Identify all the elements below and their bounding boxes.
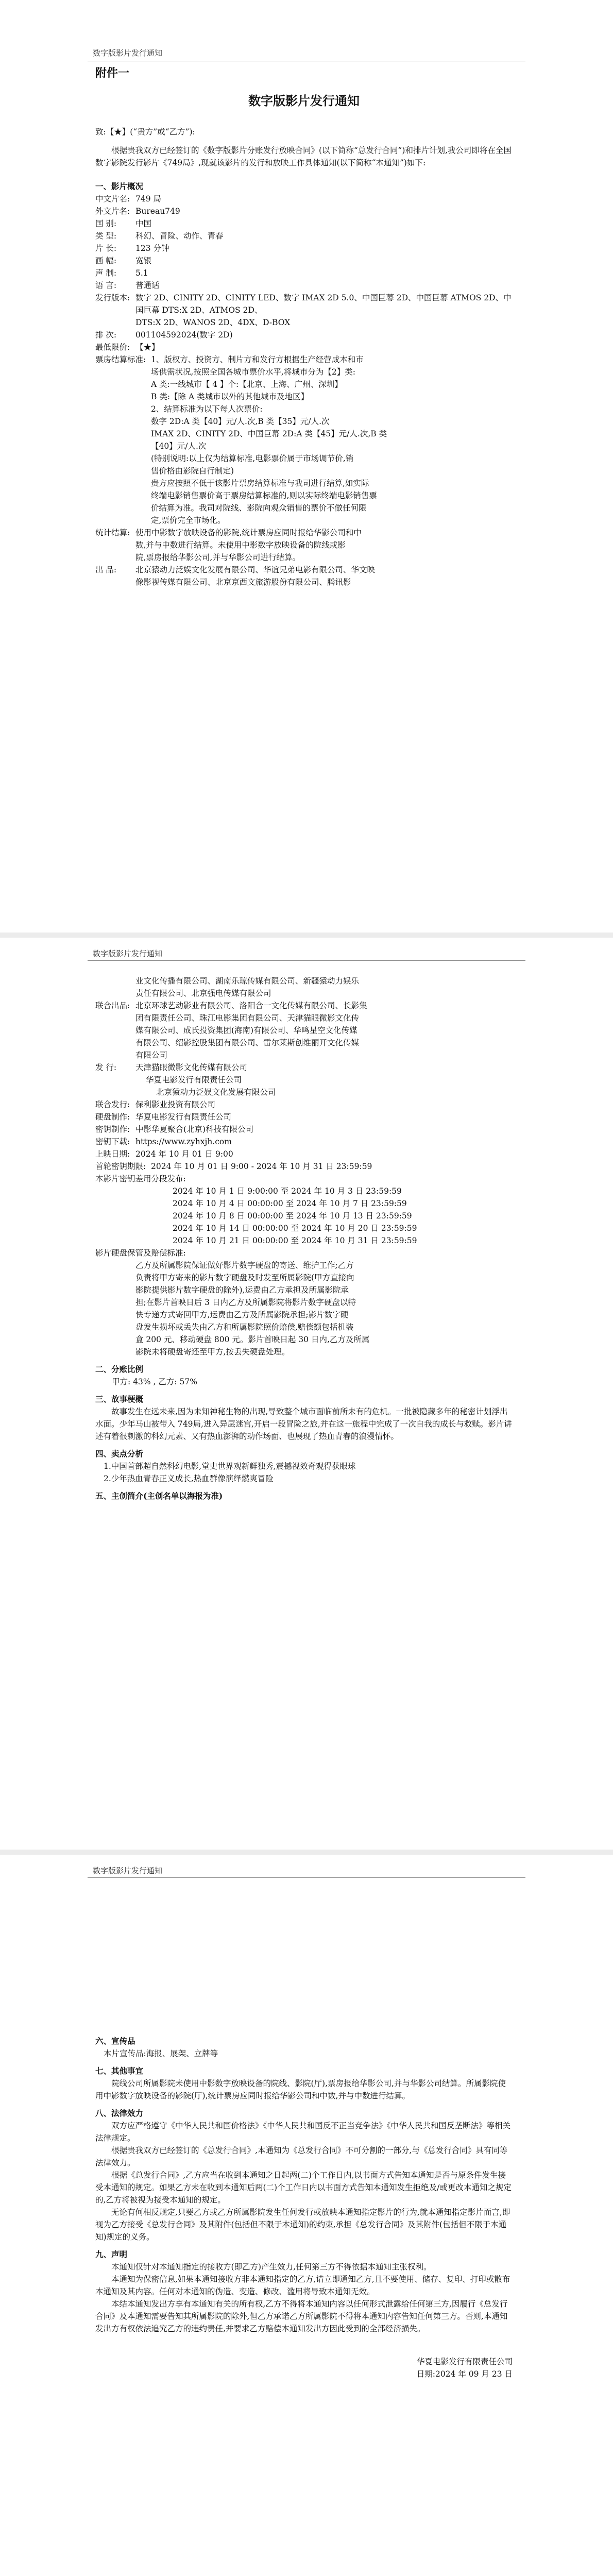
- text-line: 联合发行:: [95, 1100, 130, 1109]
- page-1-content: [95, 67, 513, 588]
- text-line: 终端电影销售票价高于票房结算标准的,则以实际终端电影销售票: [151, 491, 377, 500]
- text-line: 发 行:: [95, 1063, 117, 1072]
- header-rule: [88, 960, 525, 961]
- text-line: 片 长:: [95, 244, 117, 253]
- text-line: 上映日期:: [95, 1149, 130, 1159]
- price-standard-row: [95, 353, 513, 527]
- section-5-title: 五、主创简介(主创名单以海报为准): [95, 1491, 223, 1501]
- synopsis: 故事发生在远未来,因为未知神秘生物的出现,导致整个城市面临前所未有的危机。一批被隐藏多年的秘密计划浮出水面。少年马山被带入 749局,进入异层迷宫,开启一段冒险之旅,并在这一旅程中完成了一次自我的成长与救赎。影片讲述有着很刺激的科幻元素、又有热血澎湃的动作场面、也展现了热血青春的浪漫情怀。: [95, 1407, 512, 1441]
- text-line: 普通话: [135, 281, 160, 290]
- text-line: 像影视传媒有限公司、北京京西文旅游股份有限公司、腾讯影: [135, 578, 351, 587]
- text-line: 使用中影数字放映设备的影院,统计票房应同时报给华影公司和中: [135, 528, 362, 537]
- page-separator: [0, 933, 613, 938]
- text-line: 密钥制作:: [95, 1125, 130, 1134]
- distributor-row: [95, 1061, 513, 1098]
- text-line: 数字 2D、CINITY 2D、CINITY LED、数字 IMAX 2D 5.0、中国巨幕 2D、中国巨幕 ATMOS 2D、中国巨幕 DTS:X 2D、ATMOS 2D、: [135, 293, 512, 315]
- text-line: 数,并与中数进行结算。未使用中影数字放映设备的院线或影: [135, 540, 346, 550]
- text-line: 宽银: [135, 256, 152, 265]
- text-line: 科幻、冒险、动作、青春: [135, 231, 224, 241]
- stats-row: [95, 527, 513, 564]
- hdd-terms: [95, 1259, 513, 1358]
- page-header: 数字版影片发行通知: [93, 1866, 163, 1875]
- info-row: [95, 205, 513, 217]
- legal-paragraph: 根据贵我双方已经签订的《总发行合同》,本通知为《总发行合同》不可分割的一部分,与《总发行合同》具有同等法律效力。: [95, 2146, 508, 2167]
- signature-date: 日期:2024 年 09 月 23 日: [416, 2369, 513, 2379]
- legal-paragraph: 双方应严格遵守《中华人民共和国价格法》《中华人民共和国反不正当竞争法》《中华人民共和国反垄断法》等相关法律规定。: [95, 2121, 511, 2143]
- info-row: [95, 193, 513, 205]
- text-line: 出 品:: [95, 565, 117, 574]
- formats-row: [95, 292, 513, 329]
- section-8-title: 八、法律效力: [95, 2108, 144, 2118]
- page-header: 数字版影片发行通知: [93, 48, 163, 58]
- coproducer-row: [95, 999, 513, 1061]
- price-row: [95, 341, 513, 353]
- producer-row: [95, 564, 513, 588]
- statement-paragraph: 本通知为保密信息,如果本通知接收方非本通知指定的乙方,请立即通知乙方,且不要使用、储存、复印、打印或散布本通知及其内容。任何对本通知的伪造、变造、修改、滥用将导致本通知无效。: [95, 2275, 510, 2296]
- text-line: A 类:一线城市【 4 】个:【北京、上海、广州、深圳】: [151, 380, 343, 389]
- signature-company: 华夏电影发行有限责任公司: [416, 2357, 513, 2366]
- text-line: 负责将甲方寄来的影片数字硬盘及时发至所属影院(甲方直接向: [135, 1273, 354, 1282]
- key-period: 2024 年 10 月 14 日 00:00:00 至 2024 年 10 月 20 日 23:59:59: [173, 1224, 417, 1233]
- text-line: 票房结算标准:: [95, 355, 146, 364]
- text-line: 华夏电影发行有限责任公司: [146, 1075, 242, 1084]
- text-line: 院,票房报给华影公司,并与华影公司进行结算。: [135, 553, 300, 562]
- text-line: IMAX 2D、CINITY 2D、中国巨幕 2D:A 类【45】元/人.次,B 类: [151, 429, 387, 438]
- info-row: [95, 217, 513, 230]
- text-line: 盘发生损坏或丢失由乙方和所属影院照价赔偿,赔偿额包括机装: [135, 1323, 354, 1332]
- text-line: 价结算为准。我司对院线、影院向观众销售的票价不做任何限: [151, 503, 367, 513]
- text-line: 最低限价:: [95, 343, 130, 352]
- text-line: 北京环球艺动影业有限公司、洛阳合一文化传媒有限公司、长影集: [135, 1001, 367, 1010]
- text-line: 声 制:: [95, 268, 117, 278]
- section-3-title: 三、故事梗概: [95, 1394, 144, 1404]
- info-row: [95, 1123, 513, 1136]
- text-line: 2024 年 10 月 01 日 9:00: [135, 1149, 233, 1159]
- text-line: 乙方及所属影院保证做好影片数字硬盘的寄送、维护工作;乙方: [135, 1261, 354, 1270]
- info-row: [95, 1111, 513, 1123]
- statement-paragraph: 本结本通知发出方享有本通知有关的所有权,乙方不得将本通知内容以任何形式泄露给任何第三方,因履行《总发行合同》及本通知需要告知其所属影院的除外,但乙方承诺乙方所属影院不得将本通知内容告知任何第三方。否则,本通知发出方有权依法追究乙方的违约责任,并要求乙方赔偿本通知发出方因此受到的全部经济损失。: [95, 2299, 508, 2333]
- text-line: 统计结算:: [95, 528, 130, 537]
- section-4-title: 四、卖点分析: [95, 1449, 144, 1459]
- page-2: [0, 938, 613, 1850]
- promo-materials: 本片宣传品:海报、展架、立牌等: [104, 2049, 218, 2058]
- text-line: 责任有限公司、北京强电传媒有限公司: [135, 989, 271, 998]
- producer-continued: [95, 975, 513, 999]
- text-line: 国 别:: [95, 219, 117, 228]
- text-line: 场供需状况,按照全国各城市票价水平,将城市分为【2】类:: [151, 367, 355, 377]
- section-1-title: 一、影片概况: [95, 181, 144, 191]
- film-info-table: [95, 193, 513, 588]
- page-header: 数字版影片发行通知: [93, 949, 163, 958]
- info-row: [95, 267, 513, 279]
- text-line: 【★】: [135, 343, 160, 352]
- text-line: 5.1: [135, 268, 148, 278]
- info-row: [95, 1148, 513, 1160]
- key-period: 2024 年 10 月 8 日 00:00:00 至 2024 年 10 月 13 日 23:59:59: [173, 1211, 412, 1221]
- text-line: 北京猿动力泛娱文化发展有限公司、华谊兄弟电影有限公司、华文映: [135, 565, 376, 574]
- key-schedule-label: 本影片密钥差用分段发布:: [95, 1174, 186, 1183]
- addressee: 致:【★】(“贵方”或“乙方”):: [95, 127, 195, 137]
- text-line: 北京猿动力泛娱文化发展有限公司: [156, 1088, 276, 1097]
- other-matters: 院线公司所属影院未使用中影数字放映设备的院线、影院(厅),票房报给华影公司,并与华影公司结算。所属影院使用中影数字放映设备的影院(厅),统计票房应同时报给华影公司和中数,并与中数进行结算。: [95, 2079, 506, 2100]
- text-line: 有限公司: [135, 1050, 168, 1060]
- text-line: 联合出品:: [95, 1001, 130, 1010]
- text-line: 【40】元/人.次: [151, 442, 207, 451]
- text-line: 发行版本:: [95, 293, 130, 302]
- text-line: (特别说明:以上仅为结算标准,电影票价属于市场调节价,销: [151, 454, 354, 463]
- attachment-label: 附件一: [95, 66, 130, 80]
- text-line: 语 言:: [95, 281, 117, 290]
- page-2-content: [95, 975, 513, 1502]
- text-line: 业文化传播有限公司、湖南乐琼传媒有限公司、新疆猿动力娱乐: [135, 976, 360, 986]
- text-line: 定,票价完全市场化。: [151, 516, 226, 525]
- text-line: 2、结算标准为以下每人次票价:: [151, 404, 263, 414]
- text-line: 盒 200 元、移动硬盘 800 元。影片首映日起 30 日内,乙方及所属: [135, 1335, 370, 1344]
- statement-paragraph: 本通知仅针对本通知指定的接收方(即乙方)产生效力,任何第三方不得依据本通知主张权利。: [111, 2262, 432, 2272]
- text-line: 快专递方式寄回甲方,运费由乙方及所属影院承担;影片数字硬: [135, 1310, 349, 1319]
- key-period: 2024 年 10 月 1 日 9:00:00 至 2024 年 10 月 3 日 23:59:59: [173, 1187, 402, 1196]
- section-9-title: 九、声明: [95, 2249, 128, 2259]
- section-7-title: 七、其他事宜: [95, 2066, 144, 2076]
- info-row: [95, 242, 513, 255]
- section-2-title: 二、分账比例: [95, 1364, 144, 1374]
- info-row: [95, 255, 513, 267]
- selling-point: 2.少年热血青春正义成长,热血群像演绎燃爽冒险: [104, 1474, 274, 1483]
- text-line: Bureau749: [135, 207, 180, 216]
- text-line: 影院提供影片数字硬盘的除外),运费由乙方承担及所属影院承: [135, 1285, 349, 1295]
- text-line: 中文片名:: [95, 194, 130, 204]
- text-line: 2024 年 10 月 01 日 9:00 - 2024 年 10 月 31 日 23:59:59: [151, 1162, 372, 1171]
- key-schedule-list: [95, 1185, 513, 1247]
- text-line: 密钥下载:: [95, 1137, 130, 1146]
- text-line: 影院未将硬盘寄还至甲方,按丢失硬盘处理。: [135, 1347, 290, 1357]
- text-line: 华夏电影发行有限责任公司: [135, 1112, 232, 1122]
- text-line: 担;在影片首映日后 3 日内乙方及所属影院将影片数字硬盘以特: [135, 1298, 356, 1307]
- selling-point: 1.中国首部超自然科幻电影,堂史世界观新鲜独秀,震撼视效奇观得获眼球: [104, 1462, 356, 1471]
- header-rule: [88, 1877, 525, 1878]
- text-line: 中影华夏聚合(北京)科技有限公司: [135, 1125, 254, 1134]
- legal-paragraph: 无论有何相反规定,只要乙方或乙方所属影院发生任何发行或放映本通知指定影片的行为,就本通知指定影片而言,即视为乙方接受《总发行合同》及其附件(包括但不限于本通知)的约束,承担《总发行合同》及其附件(包括但不限于本通知)规定的义务。: [95, 2208, 510, 2242]
- text-line: 媒有限公司、成氏投资集团(海南)有限公司、华鸣星空文化传媒: [135, 1026, 357, 1035]
- text-line: 保利影业投资有限公司: [135, 1100, 216, 1109]
- text-line: 硬盘制作:: [95, 1112, 130, 1122]
- hdd-label: 影片硬盘保管及赔偿标准:: [95, 1248, 186, 1258]
- info-row: [95, 1160, 513, 1173]
- text-line: 001104592024(数字 2D): [135, 330, 233, 340]
- text-line: 贵方应按照不低于该影片票房结算标准与我司进行结算,如实际: [151, 479, 369, 488]
- key-download-row: [95, 1136, 513, 1148]
- key-download-link[interactable]: https://www.zyhxjh.com: [135, 1137, 232, 1146]
- text-line: 中国: [135, 219, 152, 228]
- text-line: 123 分钟: [135, 244, 169, 253]
- text-line: B 类:【除 A 类城市以外的其他城市及地区】: [151, 392, 309, 401]
- info-row: [95, 1098, 513, 1111]
- text-line: 画 幅:: [95, 256, 117, 265]
- permit-row: [95, 329, 513, 341]
- text-line: 售价格由影院自行制定): [151, 466, 234, 476]
- text-line: 类 型:: [95, 231, 117, 241]
- text-line: 749 局: [135, 194, 162, 204]
- text-line: 排 次:: [95, 330, 117, 340]
- intro-paragraph: 根据贵我双方已经签订的《数字版影片分账发行放映合同》(以下简称“总发行合同”)和排片计划,我公司即将在全国数字影院发行影片《749局》,现就该影片的发行和放映工作具体通知(以下简称“本通知”)如下:: [95, 146, 512, 167]
- page-separator: [0, 1850, 613, 1855]
- info-row: [95, 230, 513, 242]
- text-line: 天津猫眼微影文化传媒有限公司: [135, 1063, 248, 1072]
- split-ratio: 甲方: 43% , 乙方: 57%: [112, 1377, 197, 1386]
- key-period: 2024 年 10 月 4 日 00:00:00 至 2024 年 10 月 7 日 23:59:59: [173, 1199, 407, 1208]
- section-6-title: 六、宣传品: [95, 2036, 135, 2046]
- text-line: 团有限责任公司、珠江电影集团有限公司、天津猫眼微影文化传: [135, 1013, 360, 1023]
- text-line: 首轮密钥期限:: [95, 1162, 146, 1171]
- page-3: [0, 1855, 613, 2576]
- info-row: [95, 279, 513, 292]
- text-line: 1、版权方、投资方、制片方和发行方根据生产经营成本和市: [151, 355, 364, 364]
- page-3-content: [95, 2030, 513, 2380]
- page-1: [0, 0, 613, 933]
- text-line: DTS:X 2D、WANOS 2D、4DX、D-BOX: [135, 318, 291, 327]
- legal-paragraph: 根据《总发行合同》,乙方应当在收到本通知之日起两(二)个工作日内,以书面方式告知本通知是否与原条件发生接受本通知的规定。如果乙方未在收到本通知后两(二)个工作日内以书面方式告知本通知发生拒绝及/或更改本通知之规定的,乙方将被视为接受本通知的规定。: [95, 2171, 512, 2205]
- text-line: 数字 2D:A 类【40】元/人.次,B 类【35】元/人.次: [151, 417, 330, 426]
- text-line: 有限公司、绍影控股集团有限公司、雷尔莱斯创维丽开文化传媒: [135, 1038, 360, 1047]
- text-line: 外文片名:: [95, 207, 130, 216]
- document-title: 数字版影片发行通知: [248, 93, 360, 108]
- key-period: 2024 年 10 月 21 日 00:00:00 至 2024 年 10 月 31 日 23:59:59: [173, 1236, 417, 1245]
